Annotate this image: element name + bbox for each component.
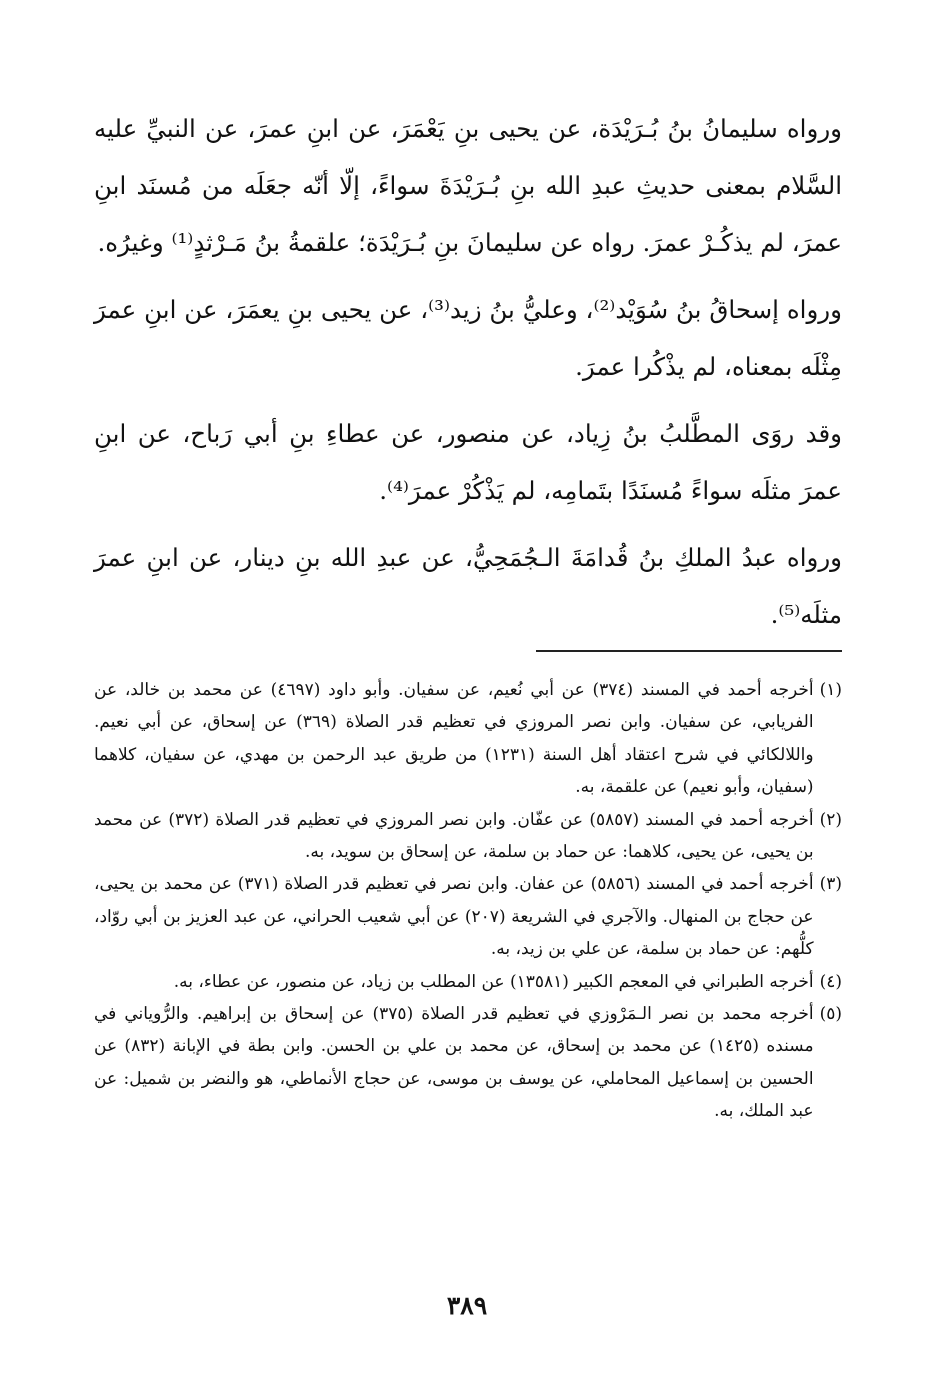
main-paragraph: ورواه سليمانُ بنُ بُـرَيْدَة، عن يحيى بنِ يَعْمَرَ، عن ابنِ عمرَ، عن النبيِّ عليه السَّلام بمعنى حديثِ عبدِ الله بنِ بُـرَيْدَةَ سواءً، إلّا أنّه جعَلَه من مُسنَد ابنِ عمرَ، لم يذكُـرْ عمرَ. رواه عن سليمانَ بنِ بُـرَيْدَة؛ علقمةُ بنُ مَـرْثدٍ⁽¹⁾ وغيرُه. [94, 114, 842, 257]
footnote [94, 804, 842, 869]
footnote-text: أخرجه الطبراني في المعجم الكبير (١٣٥٨١) عن المطلب بن زياد، عن منصور، عن عطاء، به. [173, 971, 814, 992]
main-text [94, 100, 842, 653]
footnote [94, 674, 842, 804]
footnote-number: (٣) [819, 874, 842, 895]
footnote [94, 998, 842, 1128]
footnote-number: (٢) [819, 809, 842, 830]
main-paragraph: ورواه إسحاقُ بنُ سُوَيْد⁽²⁾، وعليُّ بنُ زيد⁽³⁾، عن يحيى بنِ يعمَرَ، عن ابنِ عمرَ مِثْلَه بمعناه، لم يذْكُرا عمرَ. [94, 295, 842, 381]
footnote-text: أخرجه أحمد في المسند (٣٧٤) عن أبي نُعيم، عن سفيان. وأبو داود (٤٦٩٧) عن محمد بن خالد، عن الفريابي، عن سفيان. وابن نصر المروزي في تعظيم قدر الصلاة (٣٦٩) عن إسحاق، عن أبي نعيم. واللالكائي في شرح اعتقاد أهل السنة (١٢٣١) من طريق عبد الرحمن بن مهدي، عن سفيان، كلاهما (سفيان، وأبو نعيم) عن علقمة، به. [94, 680, 814, 798]
footnote-text: أخرجه محمد بن نصر الـمَرْوزي في تعظيم قدر الصلاة (٣٧٥) عن إسحاق بن إبراهيم. والرُّوياني في مسنده (١٤٢٥) عن محمد بن إسحاق، عن محمد بن علي بن الحسن. وابن بطة في الإبانة (٨٣٢) عن الحسين بن إسماعيل المحاملي، عن يوسف بن موسى، عن حجاج الأنماطي، هو والنضر بن شميل: عن عبد الملك، به. [94, 1004, 814, 1122]
footnote-number: (٥) [819, 1004, 842, 1025]
main-paragraph: وقد روَى المطَّلبُ بنُ زِياد، عن منصور، عن عطاءِ بنِ أبي رَباح، عن ابنِ عمرَ مثلَه سواءً مُسنَدًا بتَمامِه، لم يَذْكُرْ عمرَ⁽⁴⁾. [94, 419, 842, 505]
footnote-number: (٤) [819, 971, 842, 992]
footnote-separator [536, 650, 842, 652]
footnote-text: أخرجه أحمد في المسند (٥٨٥٧) عن عفّان. وابن نصر المروزي في تعظيم قدر الصلاة (٣٧٢) عن محمد بن يحيى، عن يحيى، كلاهما: عن حماد بن سلمة، عن إسحاق بن سويد، به. [94, 809, 814, 863]
footnote-number: (١) [819, 680, 842, 700]
footnote-text: أخرجه أحمد في المسند (٥٨٥٦) عن عفان. وابن نصر في تعظيم قدر الصلاة (٣٧١) عن محمد بن يحيى، عن حجاج بن المنهال. والآجري في الشريعة (٢٠٧) عن أبي شعيب الحراني، عن عبد العزيز بن أبي روّاد، كلُّهم: عن حماد بن سلمة، عن علي بن زيد، به. [94, 874, 814, 960]
footnote [94, 868, 842, 965]
page-number: ٣٨٩ [446, 1291, 488, 1320]
main-paragraph: ورواه عبدُ الملكِ بنُ قُدامَةَ الـجُمَحِيُّ، عن عبدِ الله بنِ دينار، عن ابنِ عمرَ مثلَه⁽⁵⁾. [94, 543, 842, 629]
footnotes [94, 674, 842, 1128]
footnote [94, 966, 842, 998]
